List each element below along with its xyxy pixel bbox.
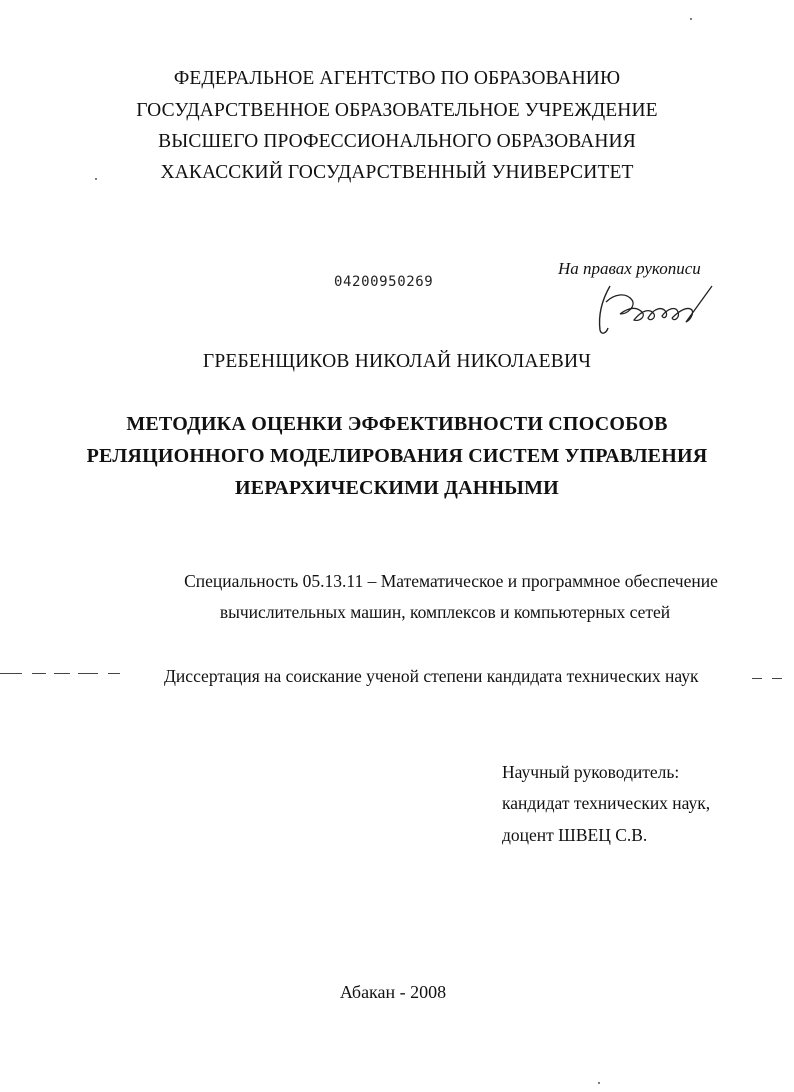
header-line-professional: ВЫСШЕГО ПРОФЕССИОНАЛЬНОГО ОБРАЗОВАНИЯ <box>158 131 636 152</box>
scan-dash <box>54 673 70 674</box>
scan-dash <box>108 673 120 674</box>
inventory-number: 04200950269 <box>334 274 434 290</box>
header-line-university: ХАКАССКИЙ ГОСУДАРСТВЕННЫЙ УНИВЕРСИТЕТ <box>160 162 634 183</box>
scan-dash <box>0 673 22 674</box>
place-year: Абакан - 2008 <box>339 982 447 1002</box>
author-name: ГРЕБЕНЩИКОВ НИКОЛАЙ НИКОЛАЕВИЧ <box>202 351 592 372</box>
rights-note: На правах рукописи <box>558 259 701 278</box>
scan-speck <box>95 178 97 180</box>
scan-speck <box>598 1082 600 1084</box>
title-line-3: ИЕРАРХИЧЕСКИМИ ДАННЫМИ <box>235 477 559 499</box>
advisor-label: Научный руководитель: <box>502 762 680 782</box>
title-line-1: МЕТОДИКА ОЦЕНКИ ЭФФЕКТИВНОСТИ СПОСОБОВ <box>126 413 668 435</box>
specialty-line-1: Специальность 05.13.11 – Математическое и программное обеспечение <box>184 571 718 591</box>
scan-dash <box>78 673 98 674</box>
signature-image <box>592 280 722 340</box>
header-line-institution: ГОСУДАРСТВЕННОЕ ОБРАЗОВАТЕЛЬНОЕ УЧРЕЖДЕНИЕ <box>136 100 658 121</box>
scan-dash <box>32 673 46 674</box>
specialty-line-2: вычислительных машин, комплексов и компьютерных сетей <box>219 602 671 622</box>
advisor-degree: кандидат технических наук, <box>502 793 711 813</box>
title-line-2: РЕЛЯЦИОННОГО МОДЕЛИРОВАНИЯ СИСТЕМ УПРАВЛЕНИЯ <box>86 445 708 467</box>
scan-speck <box>690 18 692 20</box>
signature-text: Гребенщ <box>622 320 626 321</box>
scan-dash <box>752 678 762 679</box>
dissertation-note: Диссертация на соискание ученой степени кандидата технических наук <box>164 666 699 686</box>
advisor-name: доцент ШВЕЦ С.В. <box>502 825 648 845</box>
scan-dash <box>772 678 782 679</box>
header-line-agency: ФЕДЕРАЛЬНОЕ АГЕНТСТВО ПО ОБРАЗОВАНИЮ <box>173 68 621 89</box>
